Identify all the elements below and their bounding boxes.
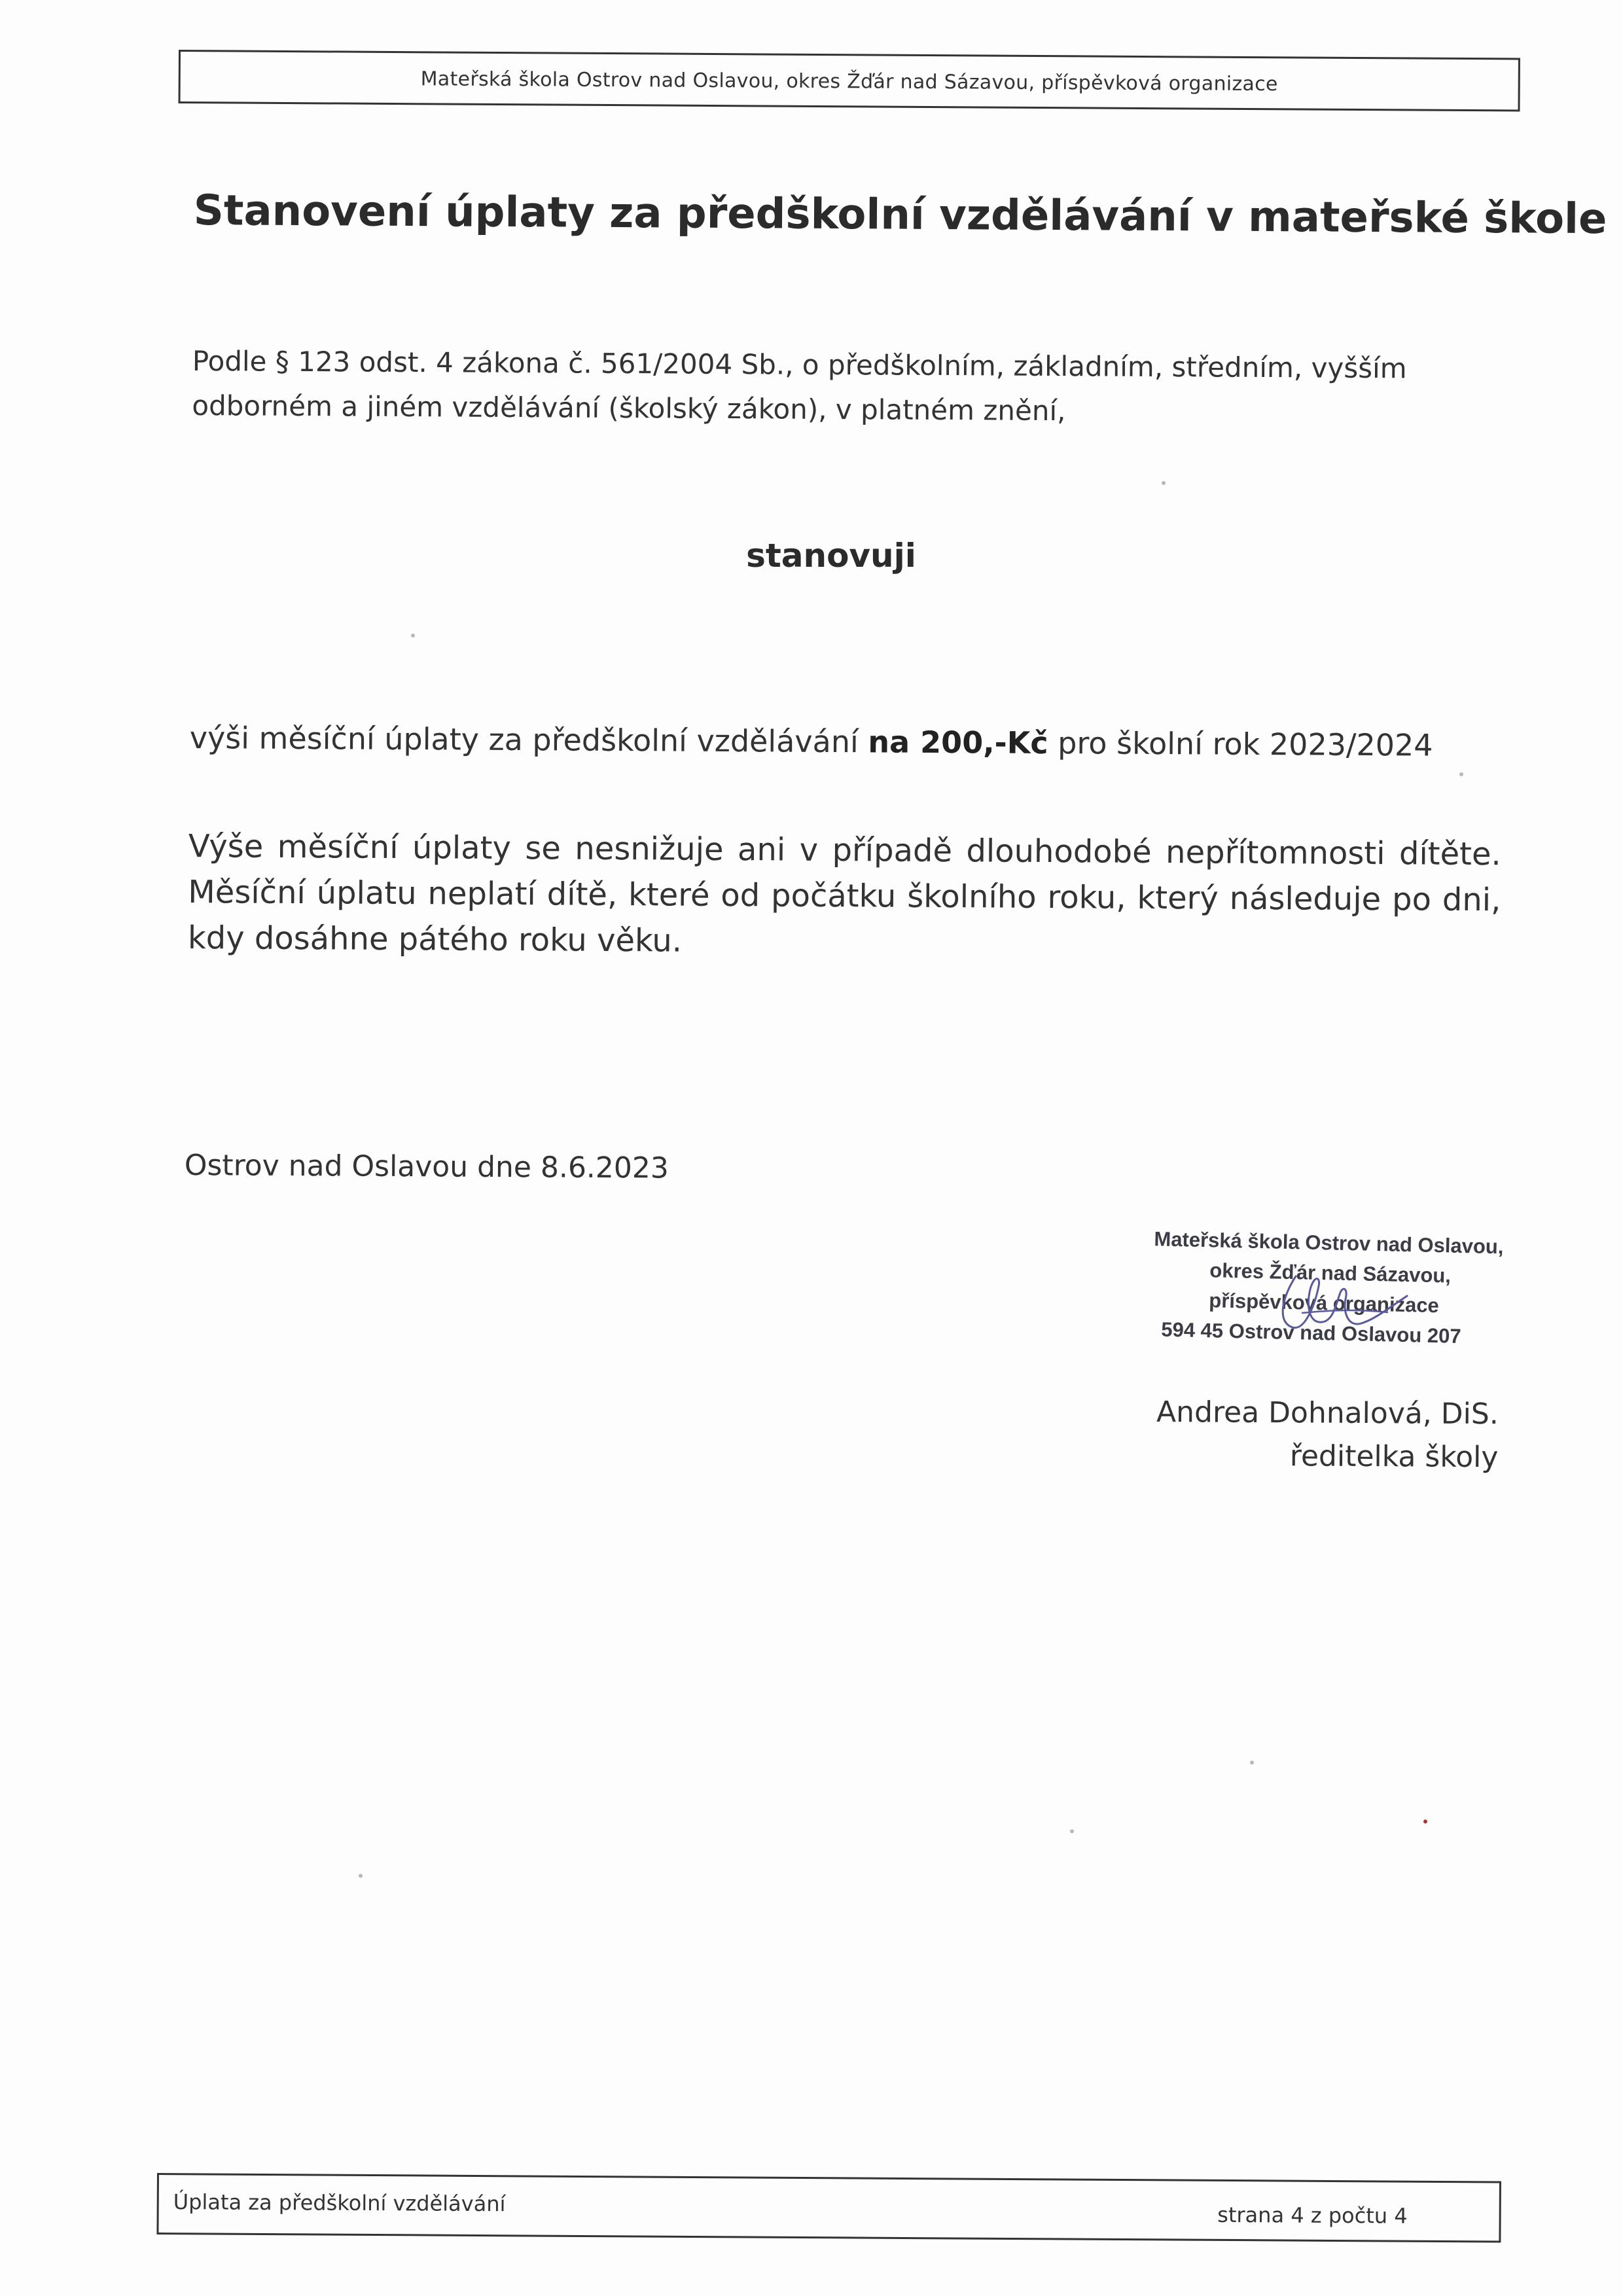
signature-scribble	[1257, 1250, 1427, 1348]
signer-name: Andrea Dohnalová, DiS.	[1156, 1395, 1499, 1431]
header-box	[178, 50, 1520, 112]
scan-speck	[1070, 1829, 1074, 1833]
scan-speck	[1162, 481, 1166, 485]
place-and-date: Ostrov nad Oslavou dne 8.6.2023	[184, 1149, 669, 1185]
scan-speck	[1250, 1761, 1254, 1765]
fee-amount: na 200,-Kč	[868, 724, 1048, 761]
footer-title: Úplata za předškolní vzdělávání	[173, 2189, 506, 2217]
stamp-line-4: 594 45 Ostrov nad Oslavou 207	[1160, 1318, 1461, 1348]
decree-word: stanovuji	[746, 537, 916, 575]
stamp-line-3: příspěvková organizace	[1208, 1289, 1440, 1318]
footer-box	[156, 2173, 1501, 2243]
scan-speck	[1423, 1820, 1427, 1823]
stamp-line-2: okres Žďár nad Sázavou,	[1209, 1259, 1452, 1287]
note-paragraph: Výše měsíční úplaty se nesnižuje ani v případě dlouhodobé nepřítomnosti dítěte. Měsíční úplatu neplatí dítě, které od počátku školního roku, který následuje po dni, kdy dosáhne pátého roku věku.	[187, 827, 1501, 960]
page-number: strana 4 z počtu 4	[1217, 2202, 1408, 2229]
scan-speck	[359, 1874, 363, 1878]
fee-prefix: výši měsíční úplaty za předškolní vzdělávání	[189, 720, 868, 760]
signer-block	[1151, 1391, 1499, 1479]
scan-speck	[1459, 772, 1463, 776]
scan-speck	[411, 634, 415, 637]
fee-suffix: pro školní rok 2023/2024	[1048, 725, 1433, 763]
document-title: Stanovení úplaty za předškolní vzdělávání v mateřské škole	[193, 187, 1607, 244]
fee-statement	[190, 720, 1433, 763]
stamp-line-1: Mateřská škola Ostrov nad Oslavou,	[1154, 1227, 1504, 1259]
header-text: Mateřská škola Ostrov nad Oslavou, okres Žďár nad Sázavou, příspěvková organizace	[420, 67, 1278, 96]
signer-role: ředitelka školy	[1289, 1439, 1499, 1475]
intro-paragraph: Podle § 123 odst. 4 zákona č. 561/2004 Sb., o předškolním, základním, středním, vyšším odborném a jiném vzdělávání (školský zákon), v platném znění,	[192, 344, 1407, 427]
